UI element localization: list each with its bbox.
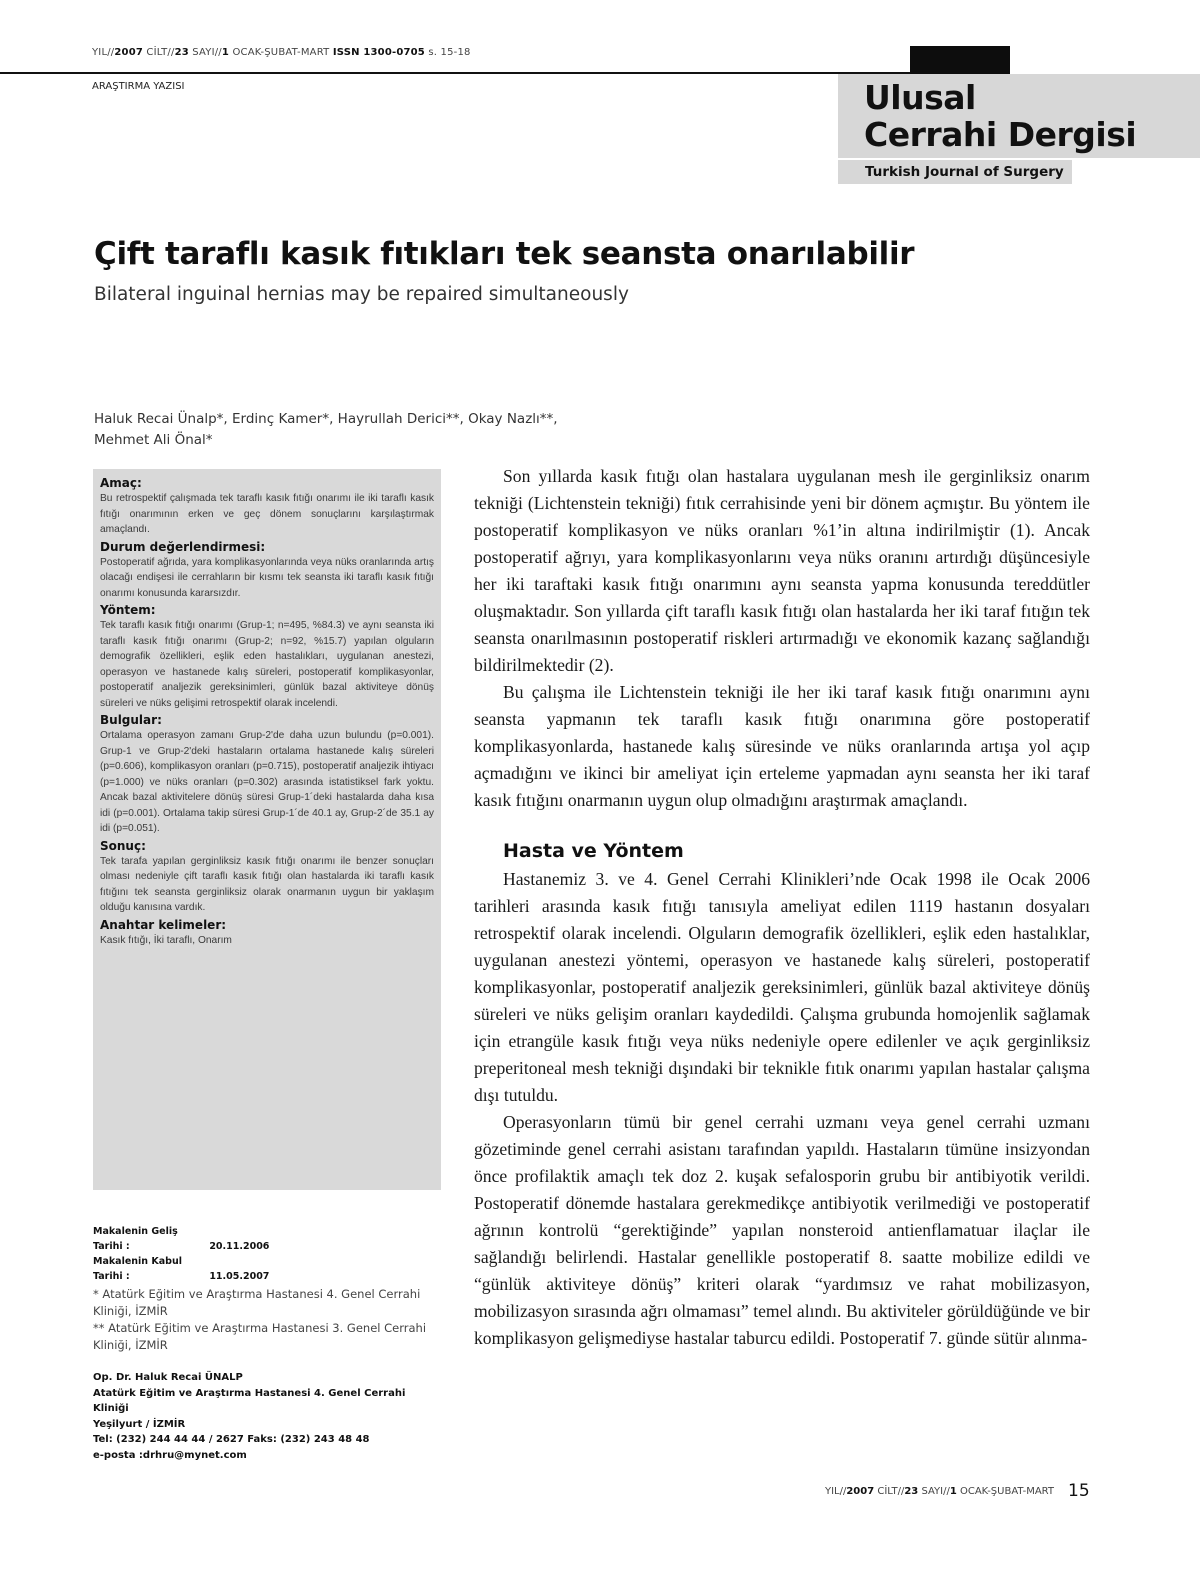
abstract-text-results: Ortalama operasyon zamanı Grup-2'de daha uzun bulundu (p=0.001). Grup-1 ve Grup-2'deki hastaların ortalama hastanede kalış süreleri (p=0.606), komplikasyon oranları (p=0.715), postoperatif analjezik ihtiyacı (p=1.000) ve nüks oranları (p=0.302) arasında istatistiksel fark yoktu. Ancak bazal aktivitelere dönüş süresi Grup-1´deki hastalarda daha kısa idi (p=0.001). Ortalama takip süresi Grup-1´de 40.1 ay, Grup-2´de 35.1 ay idi (p=0.051). <box>100 730 434 834</box>
article-type: ARAŞTIRMA YAZISI <box>92 81 185 92</box>
footer-issue-label: SAYI// <box>918 1486 950 1497</box>
correspondence-block <box>93 1370 443 1463</box>
article-dates <box>93 1224 269 1284</box>
accepted-label: Makalenin Kabul Tarihi : <box>93 1256 182 1282</box>
accepted-date-row <box>93 1254 269 1284</box>
section-heading-methods: Hasta ve Yöntem <box>503 840 684 862</box>
correspondence-city: Yeşilyurt / İZMİR <box>93 1418 186 1430</box>
article-subtitle: Bilateral inguinal hernias may be repaired simultaneously <box>94 284 629 305</box>
author-list <box>94 409 614 451</box>
abstract-text-keywords: Kasık fıtığı, İki taraflı, Onarım <box>100 934 232 946</box>
body-paragraph-intro-2: Bu çalışma ile Lichtenstein tekniği ile her iki taraf kasık fıtığı onarımını aynı seansta yapmanın tek taraflı kasık fıtığı onarımına göre postoperatif komplikasyonlarda, hastanede kalış süresinde ve nüks oranlarında artışa yol açıp açmadığını ve ikinci bir ameliyat için erteleme yapmadan aynı seansta her iki taraf kasık fıtığını onarmanın uygun olup olmadığını araştırmak amaçlandı. <box>474 682 1090 810</box>
journal-logo-title <box>864 79 1136 153</box>
abstract-heading-methods: Yöntem: <box>100 603 156 617</box>
footer-year: 2007 <box>846 1486 875 1497</box>
citation-issue: 1 <box>221 47 230 58</box>
abstract-text-conclusion: Tek tarafa yapılan gerginliksiz kasık fıtığı onarımı ile benzer sonuçları olması nedeniyle çift taraflı kasık fıtığı olan hastalarda iki taraflı kasık fıtığını tek seansta gerginliksiz olarak onarmanın uygun bir yaklaşım olduğu kanısına vardık. <box>100 855 434 913</box>
received-date-row <box>93 1224 269 1254</box>
citation-volume-label: CİLT// <box>143 47 175 58</box>
citation-issn: ISSN 1300-0705 <box>332 47 425 58</box>
authors-line-2: Mehmet Ali Önal* <box>94 432 213 448</box>
affiliation-2: ** Atatürk Eğitim ve Araştırma Hastanesi 3. Genel Cerrahi Kliniği, İZMİR <box>93 1321 427 1352</box>
footer-issue: 1 <box>949 1486 957 1497</box>
page-number: 15 <box>1068 1481 1090 1501</box>
body-paragraph-methods-2: Operasyonların tümü bir genel cerrahi uzmanı veya genel cerrahi uzmanı gözetiminde genel cerrahi asistanı tarafından yapıldı. Hastaların tümüne insizyondan önce profilaktik amaçlı tek doz 2. kuşak sefalosporin grubu bir antibiyotik verildi. Postoperatif dönemde hastalara gerekmedikçe antibiyotik verilmediği ve postoperatif ağrının kontrolü “gerektiğinde” yapılan nonsteroid antienflamatuar ilaçlar ile sağlandığı belirlendi. Hastalar genellikle postoperatif 8. saatte mobilize edildi ve “günlük aktiviteye dönüş” kriteri olarak “yardımsız ve rahat mobilizasyon, mobilizasyon sırasında ağrı olmaması” temel alındı. Bu aktiviteler görüldüğünde ve bir komplikasyon gelişmediyse hastalar taburcu edildi. Postoperatif 7. günde sütür alınma- <box>474 1112 1090 1348</box>
abstract-box <box>93 469 441 1190</box>
abstract-text-aim: Bu retrospektif çalışmada tek taraflı kasık fıtığı onarımı ile iki taraflı kasık fıtığı onarımının erken ve geç dönem sonuçlarını karşılaştırmak amaçlandı. <box>100 493 434 535</box>
correspondence-institution: Atatürk Eğitim ve Araştırma Hastanesi 4. Genel Cerrahi Kliniği <box>93 1387 406 1414</box>
correspondence-name: Op. Dr. Haluk Recai ÜNALP <box>93 1372 243 1383</box>
abstract-text-background: Postoperatif ağrıda, yara komplikasyonlarında veya nüks oranlarında artış olacağı endişesi ile cerrahların bir kısmı tek seansta iki taraflı kasık fıtığı onarımı konusunda kararsızdır. <box>100 556 434 599</box>
affiliations <box>93 1286 443 1354</box>
citation-issue-label: SAYI// <box>188 47 222 58</box>
abstract-heading-aim: Amaç: <box>100 476 142 490</box>
citation-year-label: YIL// <box>92 47 115 58</box>
footer-months: OCAK-ŞUBAT-MART <box>956 1486 1054 1497</box>
article-body <box>474 463 1090 1352</box>
body-paragraph-intro-1: Son yıllarda kasık fıtığı olan hastalara uygulanan mesh ile gerginliksiz onarım tekniği (Lichtenstein tekniği) fıtık cerrahisinde yeni bir dönem açmıştır. Bu yöntem ile postoperatif komplikasyon ve nüks oranları %1’in altına indirilmiştir (1). Ancak postoperatif ağrıyı, yara komplikasyonlarını veya nüks oranını artırdığı düşüncesiyle her iki taraftaki kasık fıtığı onarımını aynı seansta yapma konusunda tereddütler oluşmaktadır. Son yıllarda çift taraflı kasık fıtığı olan hastalarda her iki taraf fıtığın tek seansta onarılmasının postoperatif riskleri artırmadığı ve ekonomik kazanç sağlandığı bildirilmektedir (2). <box>474 466 1090 675</box>
body-paragraph-methods-1: Hastanemiz 3. ve 4. Genel Cerrahi Klinikleri’nde Ocak 1998 ile Ocak 2006 tarihleri arasında kasık fıtığı tanısıyla ameliyat edilen 1119 hastanın dosyaları retrospektif olarak incelendi. Olguların demografik özellikleri, eşlik eden hastalıklar, uygulanan anestezi yöntemi, operasyon ve hastanede kalış süreleri, postoperatif komplikasyonlar, postoperatif analjezik gereksinimleri, günlük bazal aktiviteye dönüş süreleri ve nüks gelişim oranları kaydedildi. Çalışma grubunda homojenlik sağlamak için etrangüle kasık fıtığı veya nüks nedeniyle opere edilenler ve açık gerginliksiz preperitoneal mesh tekniği dışındaki bir teknikle fıtık onarımı yapılan hastalar çalışma dışı tutuldu. <box>474 869 1090 1105</box>
abstract-heading-keywords: Anahtar kelimeler: <box>100 917 227 932</box>
footer-year-label: YIL// <box>824 1486 847 1497</box>
header-rule <box>0 72 910 74</box>
footer-volume: 23 <box>904 1486 919 1497</box>
journal-logo-black-block <box>910 46 1010 74</box>
authors-line-1: Haluk Recai Ünalp*, Erdinç Kamer*, Hayrullah Derici**, Okay Nazlı**, <box>94 411 558 427</box>
abstract-text-methods: Tek taraflı kasık fıtığı onarımı (Grup-1; n=495, %84.3) ve aynı seansta iki taraflı kasık fıtığı onarımı (Grup-2; n=92, %15.7) yapılan olguların demografik özellikleri, eşlik eden hastalıkları, uygulanan anestezi, operasyon ve hastanede kalış süreleri, postoperatif komplikasyonlar, postoperatif analjezik gereksinimleri, günlük bazal aktiviteye dönüş süreleri ve nüks gelişimi retrospektif olarak incelendi. <box>100 620 434 709</box>
article-title: Çift taraflı kasık fıtıkları tek seansta onarılabilir <box>94 236 915 272</box>
citation-months: OCAK-ŞUBAT-MART <box>229 47 333 58</box>
footer-volume-label: CİLT// <box>874 1486 905 1497</box>
page-footer-citation <box>770 1486 1090 1497</box>
received-date: 20.11.2006 <box>209 1241 270 1252</box>
abstract-heading-background: Durum değerlendirmesi: <box>100 539 266 554</box>
affiliation-1: * Atatürk Eğitim ve Araştırma Hastanesi 4. Genel Cerrahi Kliniği, İZMİR <box>93 1287 421 1318</box>
journal-english-name: Turkish Journal of Surgery <box>865 164 1064 180</box>
abstract-heading-results: Bulgular: <box>100 713 162 727</box>
citation-volume: 23 <box>174 47 189 58</box>
accepted-date: 11.05.2007 <box>209 1271 270 1282</box>
correspondence-email: e-posta :drhru@mynet.com <box>93 1449 247 1461</box>
correspondence-phone: Tel: (232) 244 44 44 / 2627 Faks: (232) 243 48 48 <box>93 1434 370 1445</box>
received-label: Makalenin Geliş Tarihi : <box>93 1226 178 1252</box>
journal-name-line1: Ulusal <box>864 78 976 117</box>
abstract-heading-conclusion: Sonuç: <box>100 838 146 853</box>
citation-pages: s. 15-18 <box>424 47 471 58</box>
journal-citation-line <box>92 47 471 58</box>
citation-year: 2007 <box>114 47 144 58</box>
journal-name-line2: Cerrahi Dergisi <box>864 115 1137 154</box>
